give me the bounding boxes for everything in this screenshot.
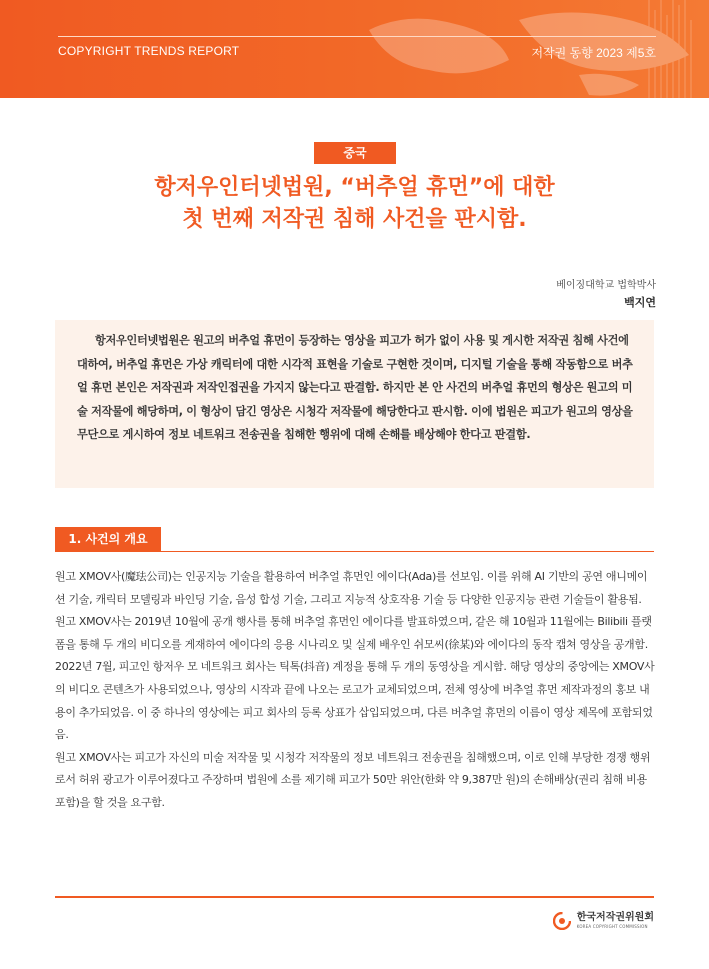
body-paragraph: 2022년 7월, 피고인 항저우 모 네트워크 회사는 틱톡(抖音) 계정을 통해 두 개의 동영상을 게시함. 해당 영상의 중앙에는 XMOV사의 비디오 콘텐츠가 사용되었으나, 영상의 시작과 끝에 나오는 로고가 교체되었으며, 전체 영상에 버추얼 휴먼 제작과정의 홍보 내용이 추가되었음. 이 중 하나의 영상에는 피고 회사의 등록 상표가 삽입되었으며, 다른 버추얼 휴먼의 이름이 영상 제목에 포함되었음. — [55, 660, 655, 742]
country-tag: 중국 — [314, 142, 396, 164]
author-name: 백지연 — [624, 296, 656, 309]
article-title-line-2: 첫 번째 저작권 침해 사건을 판시함. — [182, 207, 527, 232]
header-rule — [58, 36, 656, 37]
report-header — [0, 0, 709, 98]
author-affiliation: 베이징대학교 법학박사 — [556, 280, 656, 291]
body-paragraph: 원고 XMOV사는 피고가 자신의 미술 저작물 및 시청각 저작물의 정보 네트워크 전송권을 침해했으며, 이로 인해 부당한 경쟁 행위로서 허위 광고가 이루어졌다고 주장하며 법원에 소를 제기해 피고가 50만 위안(한화 약 9,387만 원)의 손해배상(권리 침해 비용 포함)을 할 것을 요구함. — [55, 750, 651, 809]
summary-box — [55, 320, 654, 488]
section-rule — [55, 551, 654, 552]
org-name — [577, 913, 654, 929]
section-body — [55, 566, 655, 815]
summary-text: 항저우인터넷법원은 원고의 버추얼 휴먼이 등장하는 영상을 피고가 허가 없이 사용 및 게시한 저작권 침해 사건에 대하여, 버추얼 휴먼은 가상 캐릭터에 대한 시각적 표현을 기술로 구현한 것이며, 디지털 기술을 통해 작동함으로 버추얼 휴먼 본인은 저작권과 저작인접권을 가지지 않는다고 판결함. 하지만 본 안 사건의 버추얼 휴먼의 형상은 원고의 미술 저작물에 해당하며, 이 형상이 담긴 영상은 시청각 저작물에 해당한다고 판시함. 이에 법원은 피고가 원고의 영상을 무단으로 게시하여 정보 네트워크 전송권을 침해한 행위에 대해 손해를 배상해야 한다고 판결함. — [77, 334, 633, 441]
org-name-ko: 한국저작권위원회 — [576, 912, 654, 923]
article-title-line-1: 항저우인터넷법원, “버추얼 휴먼”에 대한 — [154, 175, 555, 200]
article-title — [40, 172, 669, 236]
footer-logo — [553, 912, 654, 930]
issue-label: 저작권 동향 2023 제5호 — [531, 46, 656, 60]
footer-rule — [55, 896, 654, 898]
section-heading: 1. 사건의 개요 — [55, 527, 161, 551]
body-paragraph: 원고 XMOV사(魔珐公司)는 인공지능 기술을 활용하여 버추얼 휴먼인 에이다(Ada)를 선보임. 이를 위해 AI 기반의 공연 애니메이션 기술, 캐릭터 모델링과 바인딩 기술, 음성 합성 기술, 그리고 지능적 상호작용 기술 등 다양한 인공지능 관련 기술들이 활용됨. 원고 XMOV사는 2019년 10월에 공개 행사를 통해 버추얼 휴먼인 에이다를 발표하였으며, 같은 해 10월과 11월에는 Bilibili 플랫폼을 통해 두 개의 비디오를 게재하여 에이다의 응용 시나리오 및 실제 배우인 쉬모씨(徐某)와 에이다의 동작 캡쳐 영상을 공개함. — [55, 570, 652, 651]
org-name-en: KOREA COPYRIGHT COMMISSION — [576, 924, 648, 929]
report-brand: COPYRIGHT TRENDS REPORT — [58, 44, 240, 58]
kcc-logo-icon — [553, 912, 571, 930]
